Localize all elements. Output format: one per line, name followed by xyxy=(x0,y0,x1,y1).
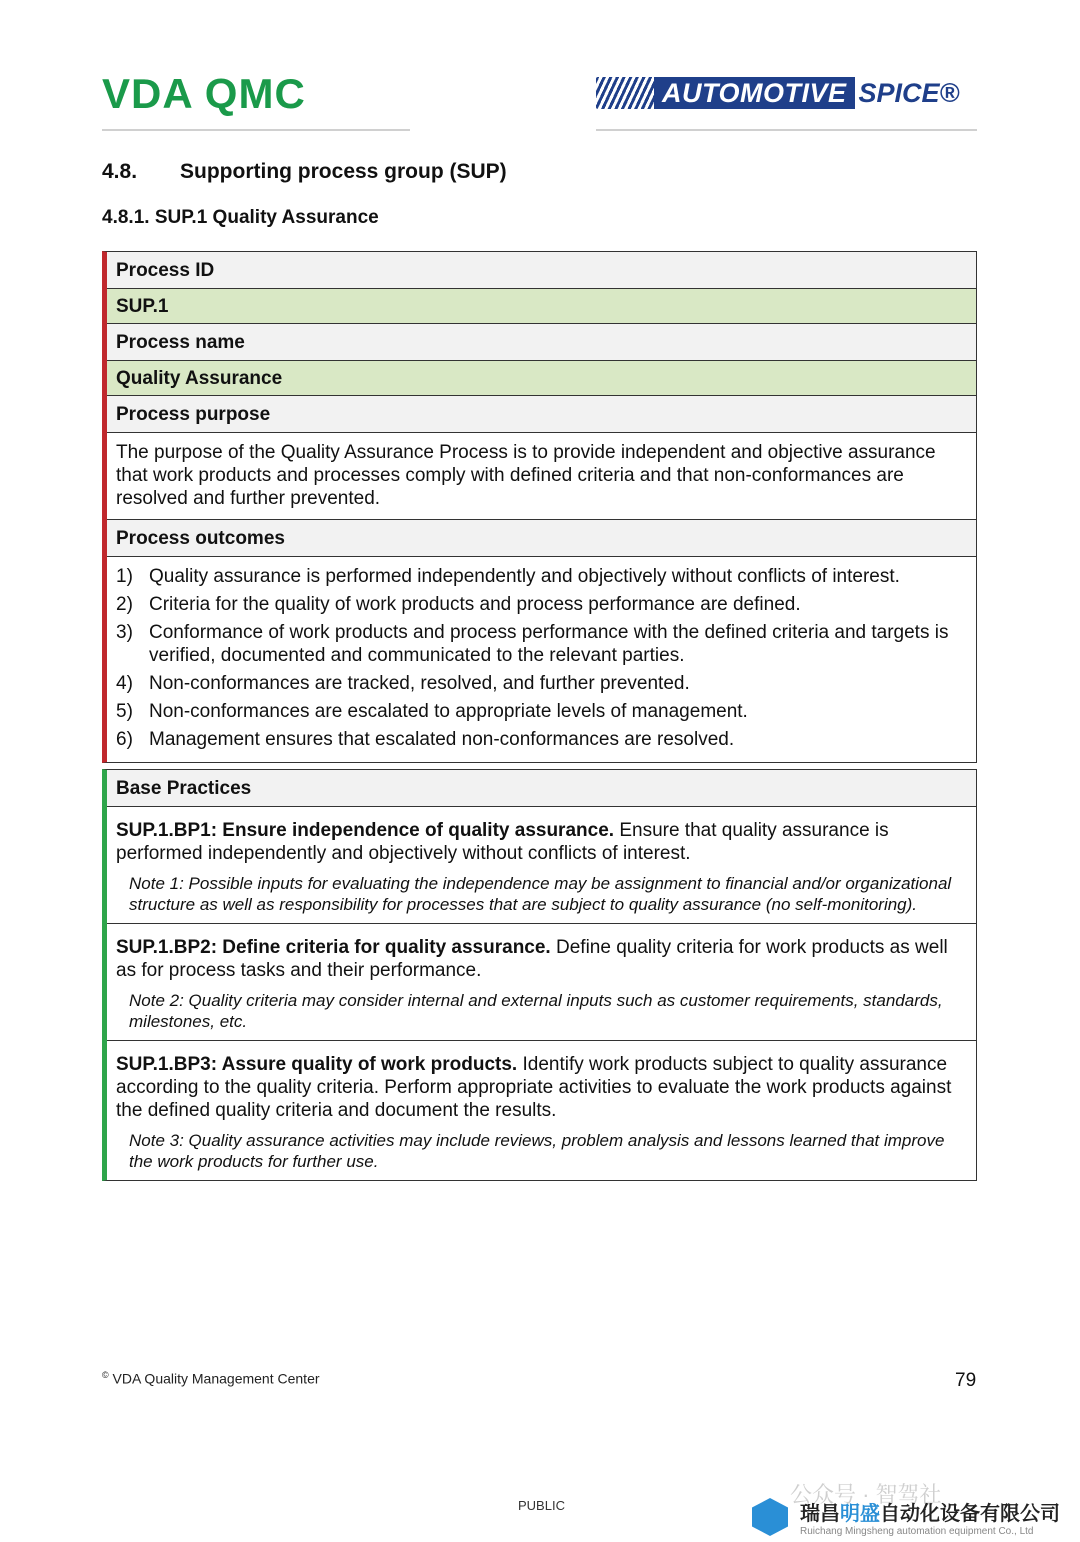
classification-label: PUBLIC xyxy=(518,1498,565,1513)
base-practices-label: Base Practices xyxy=(107,770,976,807)
page-number: 79 xyxy=(955,1370,977,1391)
outcome-item: 6) Management ensures that escalated non-conformances are resolved. xyxy=(116,729,735,750)
company-logo-icon xyxy=(752,1498,788,1536)
header-divider-right xyxy=(596,129,977,131)
company-watermark xyxy=(752,1497,1060,1537)
subsection-heading: 4.8.1. SUP.1 Quality Assurance xyxy=(102,207,379,228)
outcome-item: 3) Conformance of work products and process performance with the defined criteria and targets is verified, documented and communicated to the relevant parties. xyxy=(116,622,949,666)
bp-note: Note 1: Possible inputs for evaluating the independence may be assignment to financial and/or organizational structure as well as responsibility for processes that are subject to quality assurance (no self-monitoring). xyxy=(129,874,952,914)
bp-title: SUP.1.BP3: Assure quality of work products. xyxy=(116,1054,518,1075)
watermark-faint-text: 公众号 · 智驾社 xyxy=(790,1482,942,1507)
base-practice-bp3 xyxy=(107,1041,976,1180)
logo-automotive: AUTOMOTIVE xyxy=(654,77,855,109)
company-name-en: Ruichang Mingsheng automation equipment Co., Ltd xyxy=(800,1526,1034,1537)
footer-copyright: © VDA Quality Management Center xyxy=(102,1370,320,1387)
globe-icon xyxy=(596,77,654,109)
logo-spice: SPICE® xyxy=(858,77,960,108)
base-practice-bp2 xyxy=(107,924,976,1041)
process-purpose-label: Process purpose xyxy=(107,396,976,433)
header-divider-left xyxy=(102,129,410,131)
section-heading xyxy=(102,160,507,184)
outcome-item: 2) Criteria for the quality of work products and process performance are defined. xyxy=(116,594,801,615)
section-title: Supporting process group (SUP) xyxy=(180,160,507,183)
bp-title: SUP.1.BP1: Ensure independence of quality assurance. xyxy=(116,820,615,841)
outcome-item: 1) Quality assurance is performed independently and objectively without conflicts of interest. xyxy=(116,566,900,587)
bp-note: Note 3: Quality assurance activities may include reviews, problem analysis and lessons learned that improve the work products for further use. xyxy=(129,1131,945,1171)
process-id-label: Process ID xyxy=(107,252,976,289)
process-table xyxy=(102,251,977,763)
vda-qmc-logo: VDA QMC xyxy=(102,70,306,117)
process-id-value: SUP.1 xyxy=(107,289,976,324)
process-outcomes-label: Process outcomes xyxy=(107,520,976,557)
automotive-spice-logo xyxy=(596,76,976,110)
section-number: 4.8. xyxy=(102,160,138,183)
process-outcomes-list xyxy=(107,557,976,762)
bp-text: Define quality criteria for work products as well as for process tasks and their performance. xyxy=(116,937,948,981)
bp-title: SUP.1.BP2: Define criteria for quality assurance. xyxy=(116,937,551,958)
base-practices-table xyxy=(102,769,977,1181)
bp-note: Note 2: Quality criteria may consider internal and external inputs such as customer requirements, standards, milestones, etc. xyxy=(129,991,943,1031)
process-name-value: Quality Assurance xyxy=(107,361,976,396)
bp-text: Identify work products subject to quality assurance according to the quality criteria. Perform appropriate activities to evaluate the work products against the defined quality criteria and document the results. xyxy=(116,1054,952,1121)
company-name: 瑞昌明盛自动化设备有限公司 xyxy=(800,1503,1060,1525)
outcome-item: 4) Non-conformances are tracked, resolved, and further prevented. xyxy=(116,673,690,694)
bp-text: Ensure that quality assurance is performed independently and objectively without conflicts of interest. xyxy=(116,820,889,864)
outcome-item: 5) Non-conformances are escalated to appropriate levels of management. xyxy=(116,701,748,722)
process-purpose-text: The purpose of the Quality Assurance Process is to provide independent and objective assurance that work products and processes comply with defined criteria and that non-conformances are resolved and further prevented. xyxy=(107,433,976,520)
process-name-label: Process name xyxy=(107,324,976,361)
base-practice-bp1 xyxy=(107,807,976,924)
